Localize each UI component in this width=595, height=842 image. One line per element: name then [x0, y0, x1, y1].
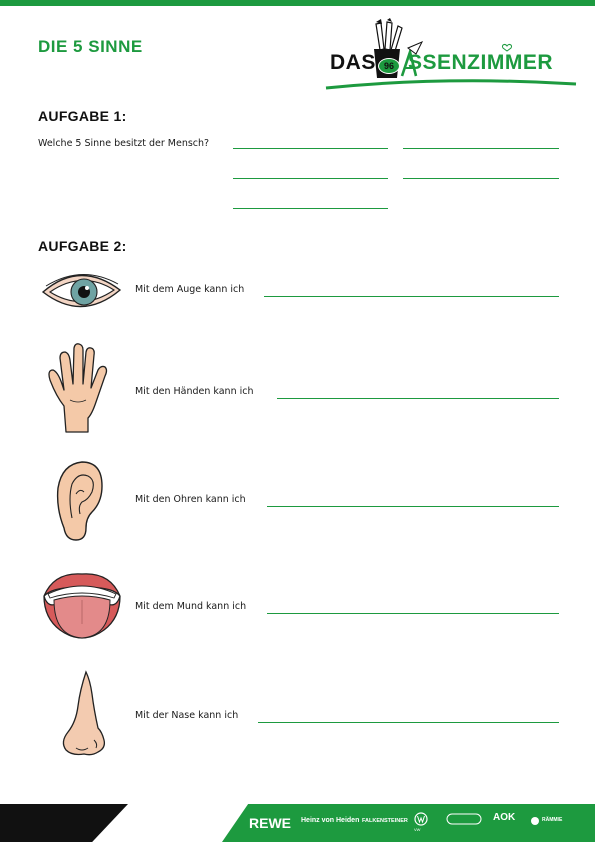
sense-text-nose: Mit der Nase kann ich: [135, 710, 239, 721]
sponsor-vw-text: VW: [414, 827, 421, 832]
sense-text-hand: Mit den Händen kann ich: [135, 386, 254, 397]
sponsor-vw-icon: [414, 812, 428, 826]
aufgabe-2-heading: AUFGABE 2:: [38, 238, 127, 254]
answer-line-eye[interactable]: [264, 296, 559, 297]
nose-icon: [54, 670, 114, 760]
sponsor-falkensteiner: FALKENSTEINER: [362, 818, 408, 824]
answer-line-nose[interactable]: [258, 722, 559, 723]
sense-text-mouth: Mit dem Mund kann ich: [135, 601, 247, 612]
answer-line-5[interactable]: [233, 208, 388, 209]
sponsor-aok: AOK: [493, 812, 516, 823]
answer-line-hand[interactable]: [277, 398, 559, 399]
answer-line-1[interactable]: [233, 148, 388, 149]
aufgabe-1-heading: AUFGABE 1:: [38, 108, 127, 124]
sponsor-heinz-von-heiden: Heinz von Heiden: [301, 817, 360, 824]
hand-icon: [44, 340, 124, 436]
top-accent-bar: [0, 0, 595, 6]
sponsor-badge-icon: [446, 812, 482, 826]
answer-line-4[interactable]: [403, 178, 559, 179]
answer-line-3[interactable]: [233, 178, 388, 179]
answer-line-mouth[interactable]: [267, 613, 559, 614]
mouth-icon: [40, 566, 124, 646]
logo-badge-text: 96: [383, 61, 394, 71]
answer-line-ear[interactable]: [267, 506, 559, 507]
sponsor-rewe: REWE: [249, 815, 291, 831]
sense-text-ear: Mit den Ohren kann ich: [135, 494, 246, 505]
sense-text-eye: Mit dem Auge kann ich: [135, 284, 245, 295]
footer-black-band: [0, 804, 128, 842]
aufgabe-1-question: Welche 5 Sinne besitzt der Mensch?: [38, 138, 210, 149]
das-klassenzimmer-logo: [324, 18, 580, 92]
sponsor-raemmie-icon: [530, 816, 540, 826]
logo-das-text: DAS: [330, 51, 376, 74]
page-title: DIE 5 SINNE: [38, 37, 143, 56]
sponsor-raemmie: RÄMMIE: [542, 817, 563, 823]
answer-line-2[interactable]: [403, 148, 559, 149]
logo-rest-text: SSENZIMMER: [408, 51, 554, 74]
logo-badge: [378, 58, 400, 74]
ear-icon: [52, 458, 108, 544]
eye-icon: [40, 266, 124, 318]
